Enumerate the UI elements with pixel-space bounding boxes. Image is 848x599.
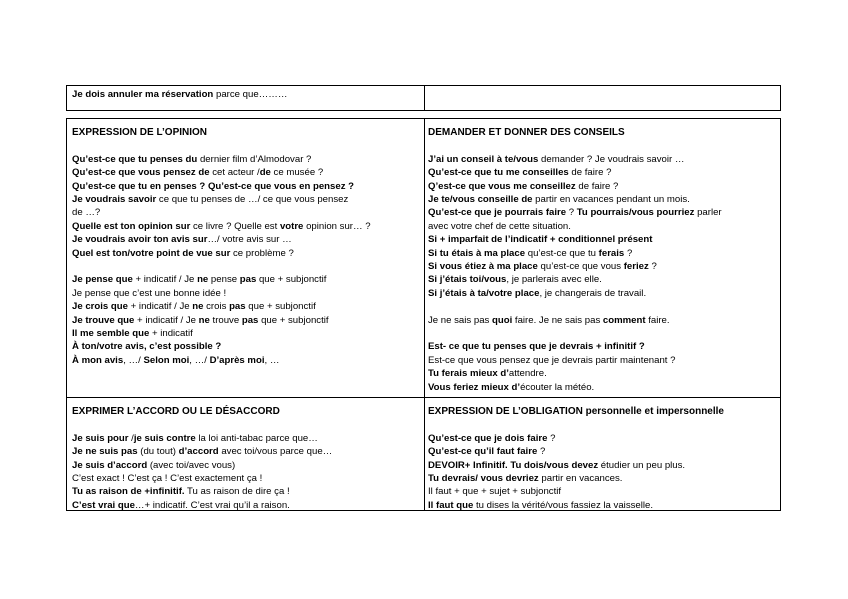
bold-phrase: À mon avis bbox=[72, 354, 124, 366]
text-fragment: demander ? Je voudrais savoir … bbox=[538, 153, 685, 165]
text-fragment: ? bbox=[537, 446, 546, 458]
text-fragment: que + subjonctif bbox=[256, 274, 327, 286]
text-fragment: la loi anti-tabac parce que… bbox=[195, 432, 318, 444]
text-fragment: ce problème ? bbox=[230, 247, 294, 259]
bold-phrase: Tu devrais/ vous devriez bbox=[428, 473, 539, 485]
bold-phrase: pas bbox=[239, 274, 257, 286]
text-fragment: ? bbox=[547, 432, 556, 444]
bold-phrase: Tu as raison de +infinitif. bbox=[72, 486, 185, 498]
bold-phrase: Selon moi bbox=[143, 354, 190, 366]
text-fragment: / bbox=[128, 432, 134, 444]
bold-phrase: Je suis d’accord bbox=[72, 459, 148, 471]
bold-phrase: C’est vrai que bbox=[72, 499, 135, 511]
text-line bbox=[72, 432, 422, 445]
top-row-text bbox=[72, 88, 287, 101]
bold-phrase: Quel est ton/votre point de vue sur bbox=[72, 247, 231, 259]
bold-phrase: je suis contre bbox=[133, 432, 196, 444]
text-line bbox=[428, 472, 778, 485]
text-fragment: cet acteur / bbox=[209, 167, 260, 179]
text-fragment: attendre. bbox=[508, 368, 547, 380]
bold-phrase: Si j’étais toi/vous bbox=[428, 274, 507, 286]
text-fragment: Je ne sais pas bbox=[428, 314, 492, 326]
text-line bbox=[428, 233, 778, 246]
bold-phrase: Je te/vous conseille de bbox=[428, 194, 533, 206]
main-table bbox=[66, 118, 781, 511]
bold-phrase: J’ai un conseil à te/vous bbox=[428, 153, 539, 165]
text-line bbox=[72, 233, 422, 246]
bold-phrase: Tu pourrais/vous pourriez bbox=[576, 207, 695, 219]
text-fragment: trouve bbox=[209, 314, 242, 326]
text-line bbox=[428, 247, 778, 260]
bold-phrase: d’accord bbox=[178, 446, 219, 458]
top-table bbox=[66, 85, 781, 111]
bold-phrase: À ton/votre avis, c’est possible ? bbox=[72, 341, 222, 353]
text-line bbox=[72, 247, 422, 260]
text-fragment: étudier un peu plus. bbox=[598, 459, 686, 471]
bold-phrase: Qu’est-ce qu’il faut faire bbox=[428, 446, 538, 458]
text-line bbox=[428, 273, 778, 286]
section-title: DEMANDER ET DONNER DES CONSEILS bbox=[428, 127, 625, 138]
bold-phrase: Je ne suis pas bbox=[72, 446, 138, 458]
text-line bbox=[428, 354, 778, 367]
bold-phrase: Si j’étais à ta/votre place bbox=[428, 287, 540, 299]
bold-phrase: pas bbox=[229, 301, 246, 313]
text-fragment: qu’est-ce que tu bbox=[525, 247, 599, 259]
text-line bbox=[428, 432, 778, 445]
text-line bbox=[428, 166, 778, 179]
text-fragment: ? bbox=[648, 261, 657, 273]
bold-phrase: Je dois annuler ma réservation bbox=[72, 89, 214, 100]
text-fragment: Il faut + que + sujet + subjonctif bbox=[428, 486, 562, 498]
text-fragment: de bbox=[72, 207, 83, 219]
text-line bbox=[428, 381, 778, 394]
bold-phrase: Je voudrais avoir ton avis sur bbox=[72, 234, 208, 246]
text-line bbox=[428, 287, 778, 300]
text-line bbox=[72, 340, 422, 353]
section-body bbox=[72, 432, 422, 512]
bold-phrase: Je crois que bbox=[72, 301, 128, 313]
text-line bbox=[428, 459, 778, 472]
text-fragment: ce musée ? bbox=[270, 167, 324, 179]
bold-phrase: quoi bbox=[492, 314, 513, 326]
text-line bbox=[428, 340, 778, 353]
text-fragment: ce que tu penses de …/ ce que vous pensez bbox=[156, 194, 349, 206]
table-horizontal-divider bbox=[67, 397, 780, 398]
text-fragment: parler bbox=[694, 207, 722, 219]
section-body bbox=[428, 153, 778, 394]
text-fragment: …/ votre avis sur … bbox=[207, 234, 292, 246]
text-fragment: ? bbox=[566, 207, 577, 219]
text-line bbox=[72, 300, 422, 313]
text-line bbox=[72, 459, 422, 472]
text-line bbox=[428, 367, 778, 380]
bold-phrase: Vous feriez mieux d’ bbox=[428, 381, 521, 393]
text-fragment: + indicatif / Je bbox=[132, 274, 198, 286]
bold-phrase: votre bbox=[279, 220, 304, 232]
text-fragment: écouter la météo. bbox=[520, 381, 595, 393]
text-fragment: partir en vacances pendant un mois. bbox=[532, 194, 690, 206]
text-line bbox=[72, 485, 422, 498]
text-line bbox=[72, 499, 422, 512]
text-fragment: …+ indicatif. C’est vrai qu’il a raison. bbox=[134, 499, 290, 511]
text-fragment: + indicatif / Je bbox=[134, 314, 199, 326]
text-fragment: parce que……… bbox=[213, 89, 288, 100]
table-vertical-divider bbox=[424, 119, 425, 510]
text-fragment: pense bbox=[208, 274, 240, 286]
text-line bbox=[72, 273, 422, 286]
text-fragment: + indicatif / Je bbox=[128, 301, 193, 313]
section-obligation bbox=[428, 405, 778, 512]
text-line bbox=[72, 327, 422, 340]
bold-phrase: Qu’est-ce que vous pensez de bbox=[72, 167, 210, 179]
text-line bbox=[428, 485, 778, 498]
text-line bbox=[428, 499, 778, 512]
bold-phrase: de bbox=[259, 167, 271, 179]
text-fragment: que + subjonctif bbox=[245, 301, 316, 313]
text-fragment: ? bbox=[624, 247, 633, 259]
bold-phrase: Je trouve que bbox=[72, 314, 135, 326]
bold-phrase: ne bbox=[198, 314, 210, 326]
bold-phrase: Est- ce que tu penses que je devrais + infinitif ? bbox=[428, 341, 645, 353]
text-line bbox=[428, 206, 778, 219]
bold-phrase: Qu’est-ce que je pourrais faire bbox=[428, 207, 567, 219]
text-line bbox=[428, 445, 778, 458]
text-line bbox=[428, 314, 778, 327]
text-line bbox=[72, 472, 422, 485]
text-fragment: (du tout) bbox=[137, 446, 179, 458]
text-fragment: …? bbox=[82, 207, 101, 219]
bold-phrase: Q’est-ce que vous me conseillez bbox=[428, 180, 576, 192]
text-line bbox=[72, 153, 422, 166]
bold-phrase: Il faut que bbox=[428, 499, 474, 511]
text-line bbox=[428, 153, 778, 166]
section-title: EXPRESSION DE L’OPINION bbox=[72, 127, 208, 138]
bold-phrase: comment bbox=[602, 314, 646, 326]
text-fragment: , je changerais de travail. bbox=[539, 287, 647, 299]
bold-phrase: feriez bbox=[623, 261, 649, 273]
text-line bbox=[72, 193, 422, 206]
text-fragment: (avec toi/avec vous) bbox=[147, 459, 236, 471]
text-line bbox=[72, 166, 422, 179]
bold-phrase: ne bbox=[192, 301, 204, 313]
text-fragment: ce livre ? Quelle est bbox=[190, 220, 280, 232]
bold-phrase: Je voudrais savoir bbox=[72, 194, 157, 206]
section-opinion bbox=[72, 126, 422, 367]
text-fragment: de faire ? bbox=[575, 180, 619, 192]
bold-phrase: Il me semble que bbox=[72, 328, 150, 340]
bold-phrase: Qu’est-ce que tu penses du bbox=[72, 153, 198, 165]
text-fragment: tu dises la vérité/vous fassiez la vaisselle. bbox=[473, 499, 654, 511]
text-fragment: Je pense que c’est une bonne idée ! bbox=[72, 287, 227, 299]
bold-phrase: Qu’est-ce que tu en penses ? Qu’est-ce que vous en pensez ? bbox=[72, 180, 355, 192]
bold-phrase: Je pense que bbox=[72, 274, 133, 286]
text-fragment: , …/ bbox=[123, 354, 144, 366]
top-table-divider bbox=[424, 86, 425, 110]
text-line bbox=[72, 314, 422, 327]
bold-phrase: Si tu étais à ma place bbox=[428, 247, 526, 259]
text-fragment: + indicatif bbox=[149, 328, 193, 340]
text-fragment: , …/ bbox=[189, 354, 210, 366]
text-fragment: opinion sur… ? bbox=[303, 220, 371, 232]
text-line bbox=[72, 445, 422, 458]
bold-phrase: Si vous étiez à ma place bbox=[428, 261, 538, 273]
text-fragment: avec votre chef de cette situation. bbox=[428, 220, 571, 232]
text-line bbox=[72, 287, 422, 300]
section-body bbox=[72, 153, 422, 367]
text-fragment: , … bbox=[264, 354, 280, 366]
text-line bbox=[72, 180, 422, 193]
bold-phrase: Tu ferais mieux d’ bbox=[428, 368, 509, 380]
text-fragment: faire. Je ne sais pas bbox=[512, 314, 603, 326]
bold-phrase: ferais bbox=[598, 247, 625, 259]
bold-phrase: D’après moi bbox=[209, 354, 265, 366]
text-line bbox=[428, 193, 778, 206]
text-fragment: Est-ce que vous pensez que je devrais partir maintenant ? bbox=[428, 354, 676, 366]
bold-phrase: Je suis pour bbox=[72, 432, 129, 444]
bold-phrase: pas bbox=[241, 314, 259, 326]
bold-phrase: DEVOIR+ Infinitif. Tu dois/vous devez bbox=[428, 459, 599, 471]
text-fragment: de faire ? bbox=[568, 167, 612, 179]
bold-phrase: Quelle est ton opinion sur bbox=[72, 220, 191, 232]
section-accord bbox=[72, 405, 422, 512]
text-line bbox=[428, 220, 778, 233]
bold-phrase: Si + imparfait de l’indicatif + conditionnel présent bbox=[428, 234, 653, 246]
bold-phrase: ne bbox=[197, 274, 209, 286]
section-body bbox=[428, 432, 778, 512]
section-title: EXPRESSION DE L’OBLIGATION personnelle et impersonnelle bbox=[428, 406, 724, 417]
text-line bbox=[72, 206, 422, 219]
text-fragment: Tu as raison de dire ça ! bbox=[184, 486, 290, 498]
text-fragment: C’est exact ! C’est ça ! C’est exactement ça ! bbox=[72, 473, 263, 485]
bold-phrase: Qu’est-ce que je dois faire bbox=[428, 432, 548, 444]
bold-phrase: Qu’est-ce que tu me conseilles bbox=[428, 167, 569, 179]
text-line bbox=[428, 260, 778, 273]
text-fragment: crois bbox=[203, 301, 230, 313]
text-line bbox=[72, 220, 422, 233]
section-title: EXPRIMER L’ACCORD OU LE DÉSACCORD bbox=[72, 406, 280, 417]
text-fragment: qu’est-ce que vous bbox=[537, 261, 624, 273]
text-fragment: avec toi/vous parce que… bbox=[218, 446, 333, 458]
text-line bbox=[72, 354, 422, 367]
text-fragment: partir en vacances. bbox=[538, 473, 623, 485]
text-line bbox=[428, 180, 778, 193]
text-fragment: , je parlerais avec elle. bbox=[506, 274, 602, 286]
text-fragment: que + subjonctif bbox=[258, 314, 329, 326]
section-conseils bbox=[428, 126, 778, 394]
text-fragment: dernier film d’Almodovar ? bbox=[197, 153, 312, 165]
text-fragment: faire. bbox=[645, 314, 670, 326]
